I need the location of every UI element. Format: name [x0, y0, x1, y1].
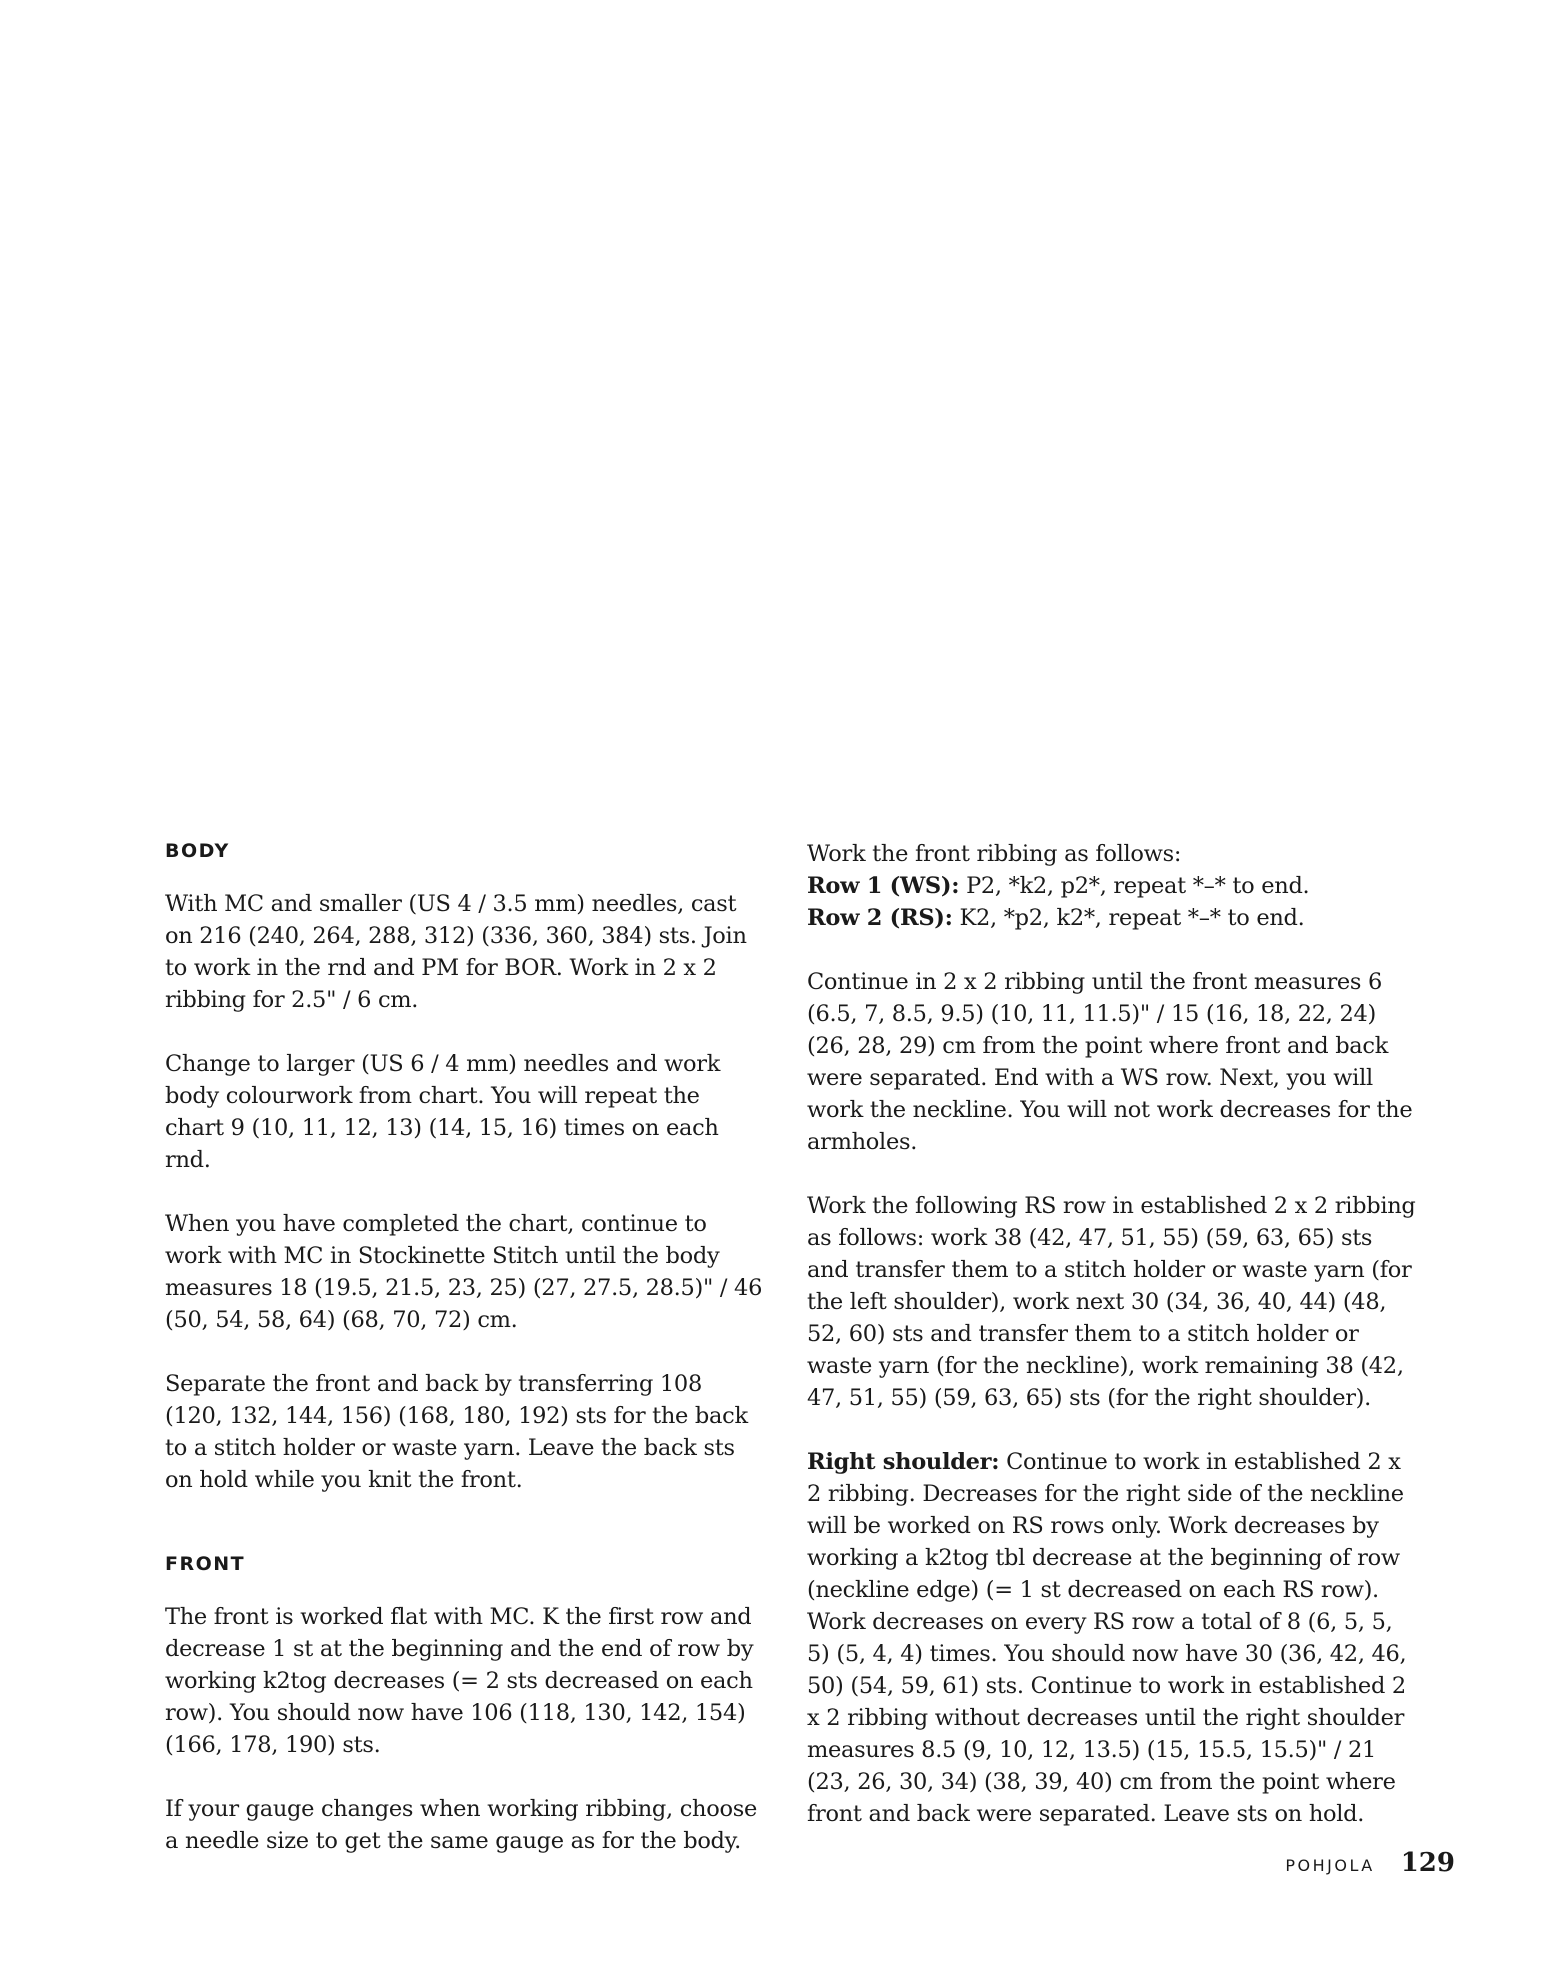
row-1-instruction — [807, 870, 1417, 902]
front-paragraph-1: The front is worked flat with MC. K the first row and decrease 1 st at the beginning and the end of row by working k2tog decreases (= 2 sts decreased on each row). You should now have 106 (118, 130, 142, 154) (166, 178, 190) sts. — [165, 1604, 754, 1758]
continue-ribbing-paragraph: Continue in 2 x 2 ribbing until the front measures 6 (6.5, 7, 8.5, 9.5) (10, 11, 11.5)" / 15 (16, 18, 22, 24) (26, 28, 29) cm from the point where front and back were separated. End with a WS row. Next, you will work the neckline. You will not work decreases for the armholes. — [807, 969, 1413, 1155]
row-2-text: K2, *p2, k2*, repeat *–* to end. — [952, 905, 1305, 931]
right-shoulder-paragraph — [807, 1446, 1417, 1830]
row-1-text: P2, *k2, p2*, repeat *–* to end. — [959, 873, 1310, 899]
body-heading: BODY — [165, 840, 230, 862]
right-column — [807, 838, 1417, 1830]
page-footer — [1285, 1848, 1455, 1878]
left-column — [165, 838, 765, 1857]
row-1-label: Row 1 (WS): — [807, 873, 960, 899]
body-paragraph-2: Change to larger (US 6 / 4 mm) needles and work body colourwork from chart. You will repeat the chart 9 (10, 11, 12, 13) (14, 15, 16) times on each rnd. — [165, 1051, 721, 1173]
ribbing-intro: Work the front ribbing as follows: — [807, 841, 1182, 867]
row-2-instruction — [807, 902, 1417, 934]
row-2-label: Row 2 (RS): — [807, 905, 953, 931]
following-rs-row-paragraph: Work the following RS row in established 2 x 2 ribbing as follows: work 38 (42, 47, 51, 55) (59, 63, 65) sts and transfer them to a stitch holder or waste yarn (for the left shoulder), work next 30 (34, 36, 40, 44) (48, 52, 60) sts and transfer them to a stitch holder or waste yarn (for the neckline), work remaining 38 (42, 47, 51, 55) (59, 63, 65) sts (for the right shoulder). — [807, 1193, 1416, 1411]
front-heading: FRONT — [165, 1553, 246, 1575]
body-paragraph-1: With MC and smaller (US 4 / 3.5 mm) needles, cast on 216 (240, 264, 288, 312) (336, 360, 384) sts. Join to work in the rnd and PM for BOR. Work in 2 x 2 ribbing for 2.5" / 6 cm. — [165, 891, 747, 1013]
right-shoulder-text: Continue to work in established 2 x 2 ribbing. Decreases for the right side of the neckline will be worked on RS rows only. Work decreases by working a k2tog tbl decrease at the beginning of row (neckline edge) (= 1 st decreased on each RS row). Work decreases on every RS row a total of 8 (6, 5, 5, 5) (5, 4, 4) times. You should now have 30 (36, 42, 46, 50) (54, 59, 61) sts. Continue to work in established 2 x 2 ribbing without decreases until the right shoulder measures 8.5 (9, 10, 12, 13.5) (15, 15.5, 15.5)" / 21 (23, 26, 30, 34) (38, 39, 40) cm from the point where front and back were separated. Leave sts on hold. — [807, 1449, 1407, 1827]
front-paragraph-2: If your gauge changes when working ribbing, choose a needle size to get the same gauge as for the body. — [165, 1796, 757, 1854]
right-shoulder-label: Right shoulder: — [807, 1449, 1000, 1475]
body-paragraph-4: Separate the front and back by transferring 108 (120, 132, 144, 156) (168, 180, 192) sts for the back to a stitch holder or waste yarn. Leave the back sts on hold while you knit the front. — [165, 1371, 748, 1493]
book-name: POHJOLA — [1285, 1856, 1375, 1875]
page-number: 129 — [1400, 1848, 1455, 1878]
body-paragraph-3: When you have completed the chart, continue to work with MC in Stockinette Stitch until the body measures 18 (19.5, 21.5, 23, 25) (27, 27.5, 28.5)" / 46 (50, 54, 58, 64) (68, 70, 72) cm. — [165, 1211, 763, 1333]
